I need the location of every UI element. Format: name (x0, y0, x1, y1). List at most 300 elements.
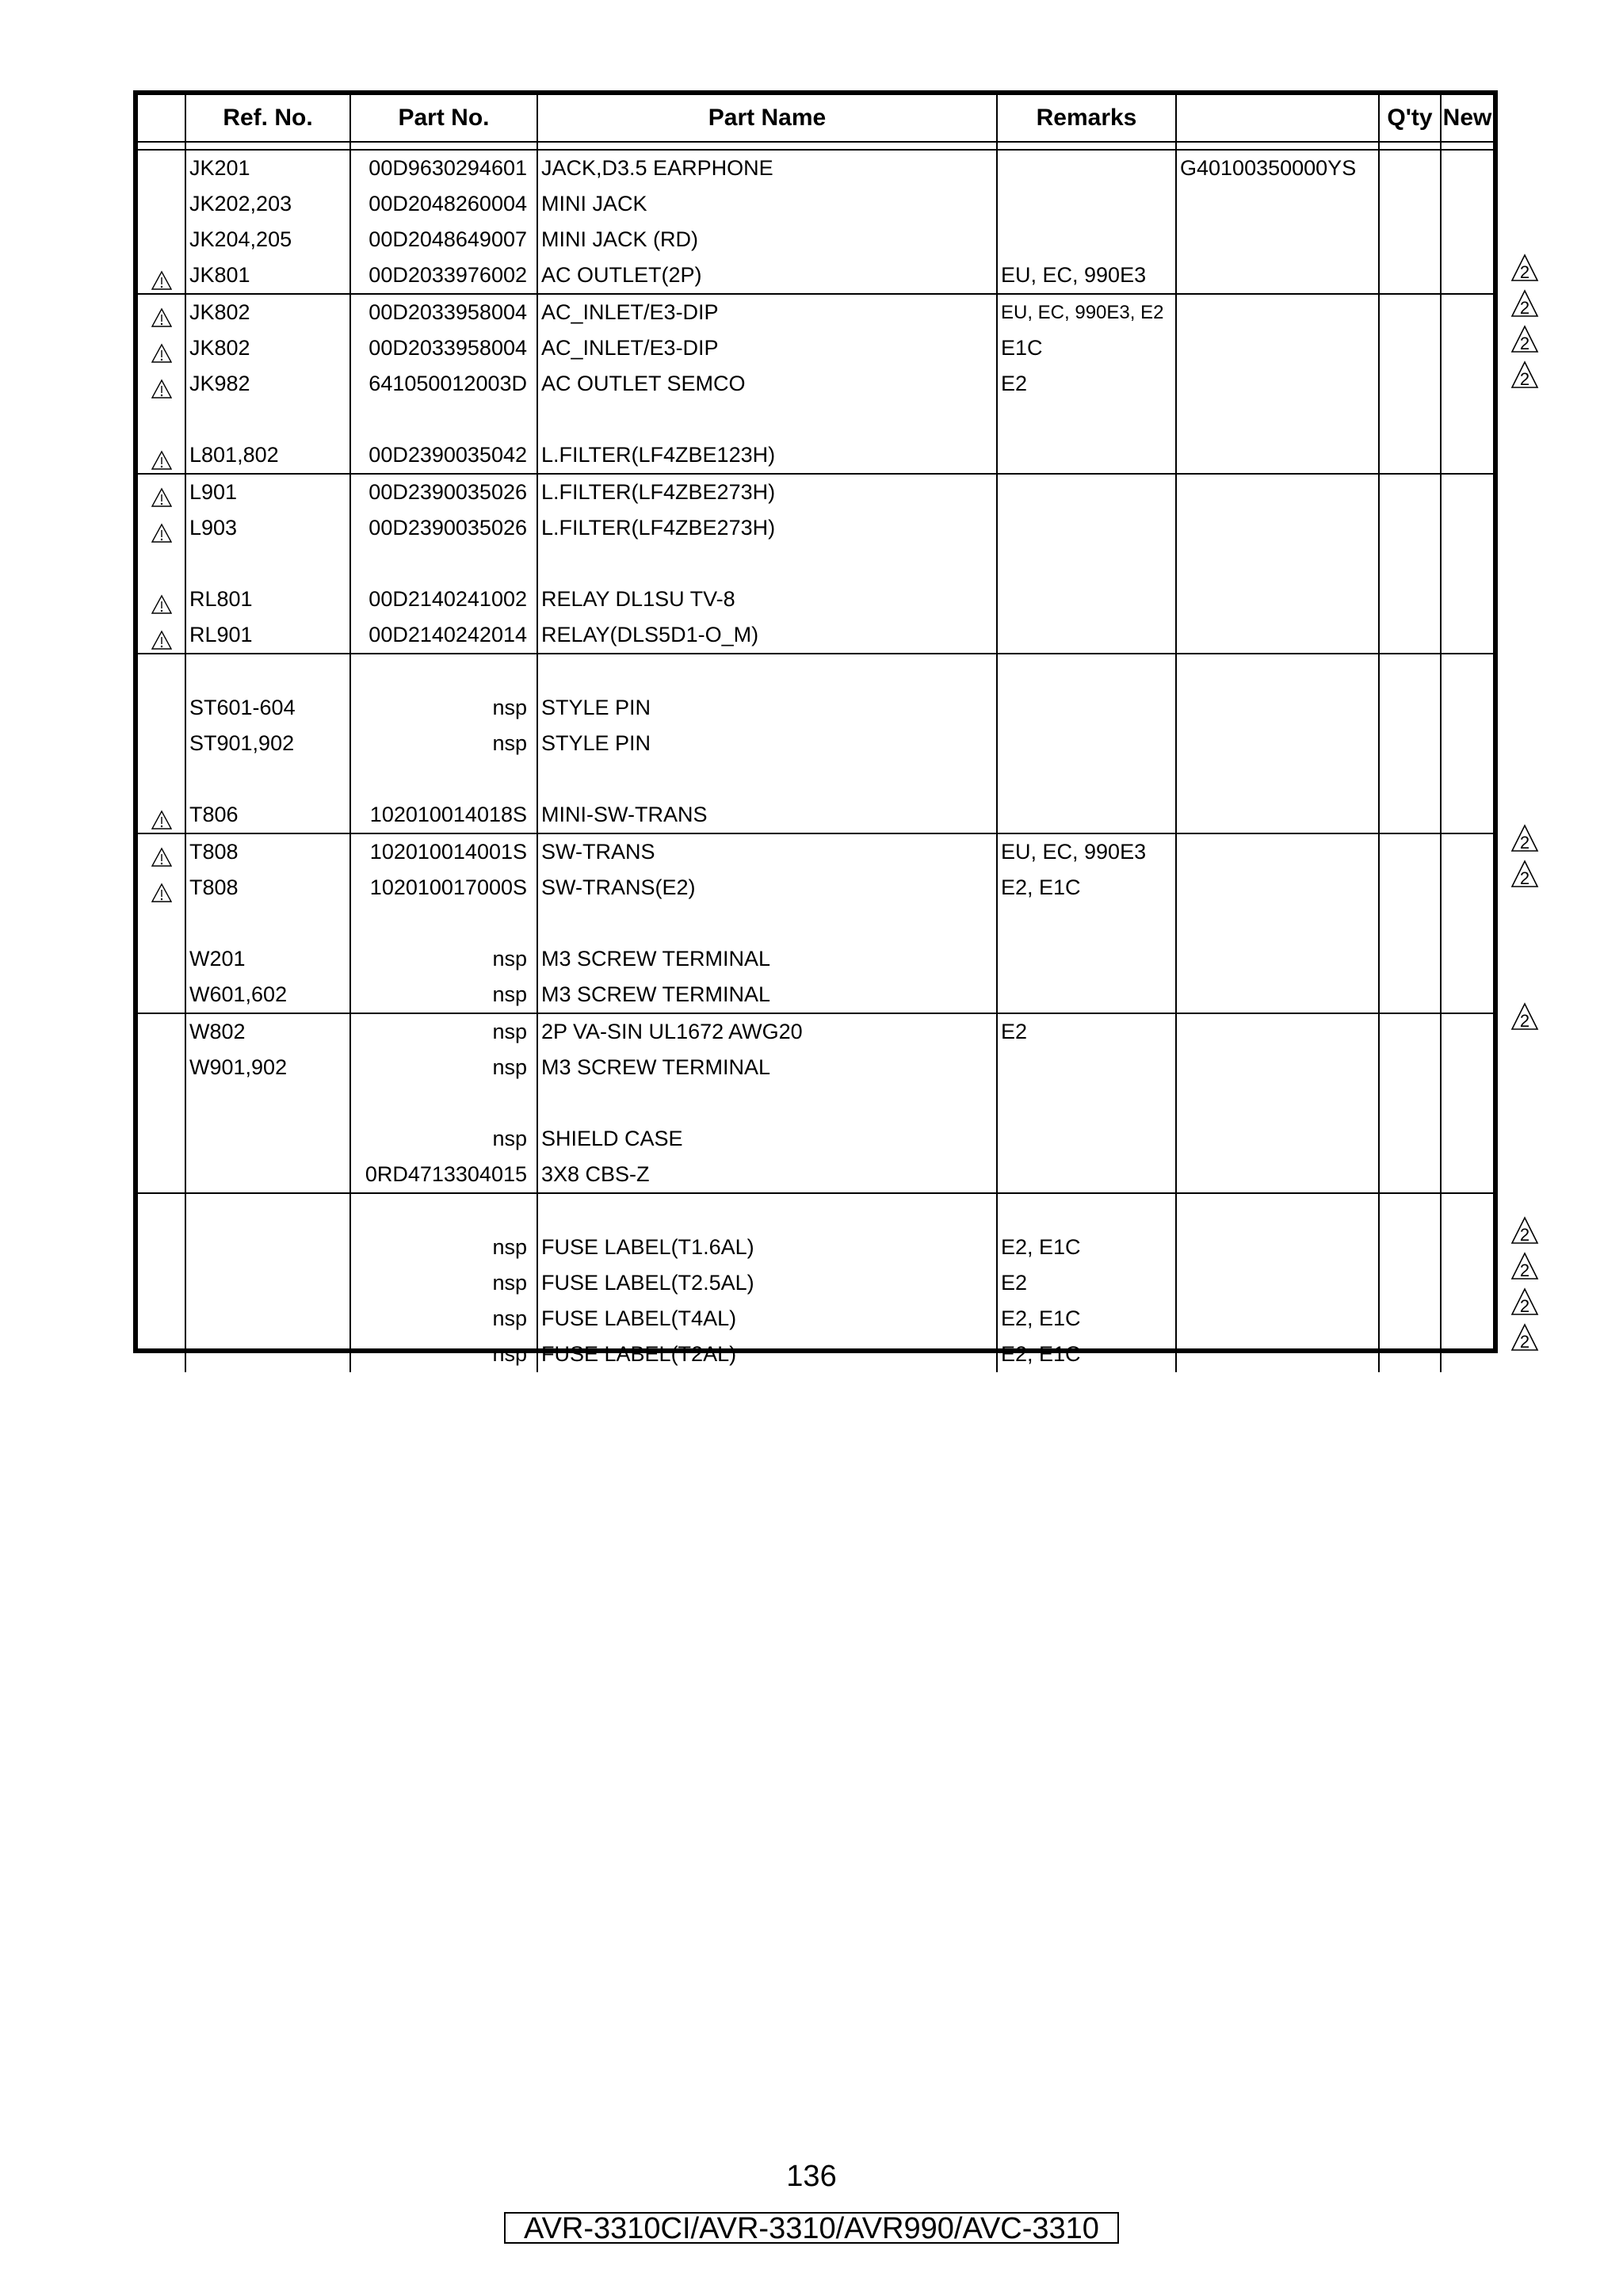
safety-cell (138, 870, 185, 906)
qty-cell (1379, 437, 1441, 474)
page-number: 136 (786, 2160, 837, 2193)
remarks-cell (997, 906, 1176, 941)
parts-list-table (133, 90, 1498, 1366)
table-header-row (138, 95, 1493, 142)
qty-cell (1379, 797, 1441, 833)
new-cell (1441, 257, 1493, 294)
table-row (138, 1013, 1493, 1050)
part-no-cell: nsp (350, 1013, 537, 1050)
part-name-cell: AC OUTLET(2P) (537, 257, 997, 294)
qty-cell (1379, 294, 1441, 330)
revision-mark-number: 2 (1519, 1011, 1530, 1031)
ref-no-cell (185, 654, 350, 690)
safety-cell (138, 941, 185, 977)
safety-cell (138, 186, 185, 222)
table-row (138, 582, 1493, 617)
table-row (138, 474, 1493, 510)
part-no-cell (350, 402, 537, 437)
table-row (138, 330, 1493, 366)
safety-warning-icon (151, 339, 172, 360)
safety-cell (138, 330, 185, 366)
part-no-cell: nsp (350, 941, 537, 977)
table-row (138, 833, 1493, 870)
new-cell (1441, 906, 1493, 941)
qty-cell (1379, 222, 1441, 257)
header-new: New (1441, 95, 1493, 142)
table-row (138, 797, 1493, 833)
qty-cell (1379, 257, 1441, 294)
new-cell (1441, 510, 1493, 546)
remarks-cell (997, 726, 1176, 761)
ref-no-cell: JK802 (185, 330, 350, 366)
extra-cell (1176, 1265, 1379, 1301)
extra-cell (1176, 833, 1379, 870)
extra-cell (1176, 761, 1379, 797)
part-no-cell: 0RD4713304015 (350, 1157, 537, 1193)
remarks-cell (997, 1050, 1176, 1085)
remarks-cell (997, 1157, 1176, 1193)
header-gap-row (138, 142, 1493, 150)
part-no-cell (350, 1193, 537, 1230)
new-cell (1441, 402, 1493, 437)
part-name-cell: RELAY(DLS5D1-O_M) (537, 617, 997, 654)
remarks-cell: E2 (997, 1265, 1176, 1301)
safety-warning-icon (151, 806, 172, 826)
revision-mark-number: 2 (1519, 1261, 1530, 1280)
part-no-cell: 00D2033958004 (350, 330, 537, 366)
part-no-cell: 102010017000S (350, 870, 537, 906)
part-no-cell: 00D2140242014 (350, 617, 537, 654)
new-cell (1441, 690, 1493, 726)
extra-cell (1176, 1337, 1379, 1372)
safety-cell (138, 1265, 185, 1301)
new-cell (1441, 222, 1493, 257)
new-cell (1441, 1121, 1493, 1157)
part-no-cell (350, 546, 537, 582)
qty-cell (1379, 1050, 1441, 1085)
revision-mark-number: 2 (1519, 1225, 1530, 1245)
qty-cell (1379, 1337, 1441, 1372)
table-row (138, 294, 1493, 330)
part-name-cell (537, 1085, 997, 1121)
remarks-cell: E2 (997, 366, 1176, 402)
table-row (138, 222, 1493, 257)
revision-mark-number: 2 (1519, 369, 1530, 389)
safety-cell (138, 366, 185, 402)
revision-triangle-icon (1510, 859, 1539, 889)
part-name-cell: FUSE LABEL(T1.6AL) (537, 1230, 997, 1265)
header-remarks: Remarks (997, 95, 1176, 142)
parts-body (138, 150, 1493, 1372)
part-no-cell: nsp (350, 1121, 537, 1157)
part-no-cell: 102010014001S (350, 833, 537, 870)
qty-cell (1379, 366, 1441, 402)
safety-cell (138, 474, 185, 510)
qty-cell (1379, 654, 1441, 690)
ref-no-cell (185, 1230, 350, 1265)
safety-cell (138, 617, 185, 654)
safety-cell (138, 761, 185, 797)
safety-cell (138, 1050, 185, 1085)
ref-no-cell: L801,802 (185, 437, 350, 474)
extra-cell (1176, 1230, 1379, 1265)
qty-cell (1379, 1301, 1441, 1337)
qty-cell (1379, 870, 1441, 906)
ref-no-cell: ST601-604 (185, 690, 350, 726)
safety-warning-icon (151, 590, 172, 611)
ref-no-cell: JK802 (185, 294, 350, 330)
revision-triangle-icon (1510, 253, 1539, 283)
part-no-cell: nsp (350, 726, 537, 761)
new-cell (1441, 582, 1493, 617)
remarks-cell: EU, EC, 990E3 (997, 257, 1176, 294)
ref-no-cell: RL801 (185, 582, 350, 617)
extra-cell (1176, 654, 1379, 690)
table-row (138, 1157, 1493, 1193)
ref-no-cell (185, 906, 350, 941)
part-name-cell: M3 SCREW TERMINAL (537, 941, 997, 977)
part-name-cell: AC_INLET/E3-DIP (537, 330, 997, 366)
remarks-cell: E2, E1C (997, 1230, 1176, 1265)
table-row (138, 726, 1493, 761)
qty-cell (1379, 474, 1441, 510)
new-cell (1441, 654, 1493, 690)
new-cell (1441, 726, 1493, 761)
revision-triangle-icon (1510, 324, 1539, 354)
part-no-cell (350, 761, 537, 797)
part-name-cell: JACK,D3.5 EARPHONE (537, 150, 997, 186)
remarks-cell (997, 402, 1176, 437)
qty-cell (1379, 617, 1441, 654)
part-name-cell: MINI JACK (RD) (537, 222, 997, 257)
ref-no-cell: ST901,902 (185, 726, 350, 761)
remarks-cell (997, 510, 1176, 546)
remarks-cell: E2, E1C (997, 1301, 1176, 1337)
ref-no-cell (185, 1121, 350, 1157)
remarks-cell: E2 (997, 1013, 1176, 1050)
extra-cell (1176, 906, 1379, 941)
part-name-cell: 3X8 CBS-Z (537, 1157, 997, 1193)
part-name-cell: SW-TRANS(E2) (537, 870, 997, 906)
safety-cell (138, 690, 185, 726)
part-no-cell: 00D2390035026 (350, 510, 537, 546)
extra-cell (1176, 690, 1379, 726)
table-row (138, 654, 1493, 690)
qty-cell (1379, 150, 1441, 186)
part-name-cell (537, 546, 997, 582)
table-row (138, 186, 1493, 222)
remarks-cell (997, 474, 1176, 510)
revision-triangle-icon (1510, 1001, 1539, 1032)
new-cell (1441, 474, 1493, 510)
header-part-name: Part Name (537, 95, 997, 142)
safety-warning-icon (151, 519, 172, 540)
ref-no-cell: L903 (185, 510, 350, 546)
extra-cell (1176, 1121, 1379, 1157)
ref-no-cell: T806 (185, 797, 350, 833)
safety-cell (138, 797, 185, 833)
revision-triangle-icon (1510, 1251, 1539, 1281)
extra-cell (1176, 330, 1379, 366)
remarks-cell (997, 546, 1176, 582)
safety-cell (138, 1193, 185, 1230)
ref-no-cell: T808 (185, 833, 350, 870)
safety-cell (138, 546, 185, 582)
revision-triangle-icon (1510, 288, 1539, 318)
remarks-cell (997, 977, 1176, 1013)
part-no-cell: nsp (350, 690, 537, 726)
extra-cell (1176, 1193, 1379, 1230)
extra-cell (1176, 582, 1379, 617)
part-name-cell: AC_INLET/E3-DIP (537, 294, 997, 330)
part-name-cell: L.FILTER(LF4ZBE273H) (537, 474, 997, 510)
part-no-cell (350, 654, 537, 690)
safety-cell (138, 437, 185, 474)
part-no-cell: 00D2048649007 (350, 222, 537, 257)
new-cell (1441, 617, 1493, 654)
qty-cell (1379, 1121, 1441, 1157)
qty-cell (1379, 1085, 1441, 1121)
qty-cell (1379, 582, 1441, 617)
part-no-cell: 00D2048260004 (350, 186, 537, 222)
revision-triangle-icon (1510, 1287, 1539, 1317)
extra-cell (1176, 1013, 1379, 1050)
safety-cell (138, 1085, 185, 1121)
table-row (138, 617, 1493, 654)
table-row (138, 150, 1493, 186)
remarks-cell (997, 1193, 1176, 1230)
safety-warning-icon (151, 266, 172, 287)
qty-cell (1379, 690, 1441, 726)
ref-no-cell: JK202,203 (185, 186, 350, 222)
new-cell (1441, 977, 1493, 1013)
safety-warning-icon (151, 446, 172, 467)
safety-cell (138, 510, 185, 546)
table-row (138, 870, 1493, 906)
ref-no-cell: L901 (185, 474, 350, 510)
part-no-cell: 102010014018S (350, 797, 537, 833)
safety-cell (138, 1157, 185, 1193)
new-cell (1441, 1193, 1493, 1230)
remarks-cell: E1C (997, 330, 1176, 366)
new-cell (1441, 797, 1493, 833)
ref-no-cell: W201 (185, 941, 350, 977)
extra-cell (1176, 546, 1379, 582)
table-row (138, 546, 1493, 582)
qty-cell (1379, 1193, 1441, 1230)
revision-mark-number: 2 (1519, 334, 1530, 353)
table-row (138, 1265, 1493, 1301)
table-row (138, 906, 1493, 941)
new-cell (1441, 437, 1493, 474)
header-blank (1176, 95, 1379, 142)
ref-no-cell: JK204,205 (185, 222, 350, 257)
ref-no-cell: JK201 (185, 150, 350, 186)
safety-warning-icon (151, 483, 172, 504)
qty-cell (1379, 941, 1441, 977)
part-name-cell: FUSE LABEL(T2.5AL) (537, 1265, 997, 1301)
ref-no-cell (185, 761, 350, 797)
table-row (138, 941, 1493, 977)
extra-cell (1176, 366, 1379, 402)
new-cell (1441, 546, 1493, 582)
remarks-cell (997, 186, 1176, 222)
ref-no-cell: W601,602 (185, 977, 350, 1013)
table-row (138, 977, 1493, 1013)
qty-cell (1379, 510, 1441, 546)
part-name-cell: RELAY DL1SU TV-8 (537, 582, 997, 617)
remarks-cell: EU, EC, 990E3, E2 (997, 294, 1176, 330)
remarks-cell (997, 1085, 1176, 1121)
extra-cell (1176, 1085, 1379, 1121)
new-cell (1441, 1157, 1493, 1193)
header-safety (138, 95, 185, 142)
extra-cell (1176, 294, 1379, 330)
extra-cell (1176, 797, 1379, 833)
safety-warning-icon (151, 879, 172, 899)
qty-cell (1379, 330, 1441, 366)
extra-cell (1176, 222, 1379, 257)
safety-cell (138, 294, 185, 330)
table-row (138, 1301, 1493, 1337)
ref-no-cell: W802 (185, 1013, 350, 1050)
ref-no-cell (185, 1085, 350, 1121)
safety-cell (138, 1230, 185, 1265)
safety-warning-icon (151, 843, 172, 864)
safety-cell (138, 1301, 185, 1337)
revision-mark-number: 2 (1519, 262, 1530, 282)
table-row (138, 1230, 1493, 1265)
remarks-cell (997, 690, 1176, 726)
new-cell (1441, 1301, 1493, 1337)
revision-triangle-icon (1510, 1215, 1539, 1245)
ref-no-cell (185, 546, 350, 582)
revision-mark-number: 2 (1519, 1332, 1530, 1352)
part-no-cell: nsp (350, 1337, 537, 1372)
part-no-cell: 00D2033958004 (350, 294, 537, 330)
qty-cell (1379, 1230, 1441, 1265)
safety-warning-icon (151, 626, 172, 646)
remarks-cell (997, 437, 1176, 474)
new-cell (1441, 761, 1493, 797)
extra-cell (1176, 977, 1379, 1013)
ref-no-cell: JK801 (185, 257, 350, 294)
extra-cell (1176, 474, 1379, 510)
safety-cell (138, 257, 185, 294)
qty-cell (1379, 761, 1441, 797)
remarks-cell (997, 1121, 1176, 1157)
revision-triangle-icon (1510, 823, 1539, 853)
remarks-cell (997, 761, 1176, 797)
ref-no-cell (185, 1337, 350, 1372)
remarks-cell (997, 654, 1176, 690)
revision-mark-number: 2 (1519, 298, 1530, 318)
safety-cell (138, 402, 185, 437)
extra-cell: G40100350000YS (1176, 150, 1379, 186)
extra-cell (1176, 510, 1379, 546)
safety-warning-icon (151, 375, 172, 395)
qty-cell (1379, 833, 1441, 870)
safety-cell (138, 1013, 185, 1050)
qty-cell (1379, 1265, 1441, 1301)
table-row (138, 1193, 1493, 1230)
part-no-cell: 00D2390035042 (350, 437, 537, 474)
part-no-cell: 00D2140241002 (350, 582, 537, 617)
header-qty: Q'ty (1379, 95, 1441, 142)
extra-cell (1176, 402, 1379, 437)
remarks-cell (997, 582, 1176, 617)
safety-warning-icon (151, 303, 172, 324)
remarks-cell (997, 222, 1176, 257)
part-name-cell: SW-TRANS (537, 833, 997, 870)
new-cell (1441, 833, 1493, 870)
ref-no-cell: RL901 (185, 617, 350, 654)
qty-cell (1379, 977, 1441, 1013)
table-row (138, 761, 1493, 797)
part-no-cell: nsp (350, 1301, 537, 1337)
extra-cell (1176, 617, 1379, 654)
extra-cell (1176, 726, 1379, 761)
table-row (138, 1050, 1493, 1085)
part-no-cell: 00D2033976002 (350, 257, 537, 294)
part-no-cell (350, 1085, 537, 1121)
remarks-cell (997, 617, 1176, 654)
part-no-cell (350, 906, 537, 941)
qty-cell (1379, 186, 1441, 222)
table-row (138, 1121, 1493, 1157)
safety-cell (138, 906, 185, 941)
part-no-cell: nsp (350, 1265, 537, 1301)
new-cell (1441, 1013, 1493, 1050)
remarks-cell: E2, E1C (997, 870, 1176, 906)
part-name-cell: FUSE LABEL(T4AL) (537, 1301, 997, 1337)
table-row (138, 510, 1493, 546)
extra-cell (1176, 870, 1379, 906)
extra-cell (1176, 1050, 1379, 1085)
table-row (138, 690, 1493, 726)
qty-cell (1379, 1157, 1441, 1193)
new-cell (1441, 1230, 1493, 1265)
part-no-cell: 641050012003D (350, 366, 537, 402)
extra-cell (1176, 1301, 1379, 1337)
remarks-cell (997, 797, 1176, 833)
new-cell (1441, 150, 1493, 186)
remarks-cell: E2, E1C (997, 1337, 1176, 1372)
remarks-cell (997, 150, 1176, 186)
table-row (138, 1085, 1493, 1121)
ref-no-cell (185, 1265, 350, 1301)
extra-cell (1176, 1157, 1379, 1193)
table-row (138, 1337, 1493, 1372)
ref-no-cell: T808 (185, 870, 350, 906)
part-no-cell: 00D9630294601 (350, 150, 537, 186)
new-cell (1441, 1050, 1493, 1085)
part-name-cell: L.FILTER(LF4ZBE123H) (537, 437, 997, 474)
part-name-cell (537, 402, 997, 437)
qty-cell (1379, 726, 1441, 761)
part-name-cell: SHIELD CASE (537, 1121, 997, 1157)
header-ref-no: Ref. No. (185, 95, 350, 142)
safety-cell (138, 1121, 185, 1157)
revision-triangle-icon (1510, 360, 1539, 390)
revision-mark-number: 2 (1519, 1296, 1530, 1316)
table-row (138, 366, 1493, 402)
safety-cell (138, 582, 185, 617)
ref-no-cell (185, 1193, 350, 1230)
ref-no-cell: W901,902 (185, 1050, 350, 1085)
safety-cell (138, 150, 185, 186)
new-cell (1441, 1085, 1493, 1121)
